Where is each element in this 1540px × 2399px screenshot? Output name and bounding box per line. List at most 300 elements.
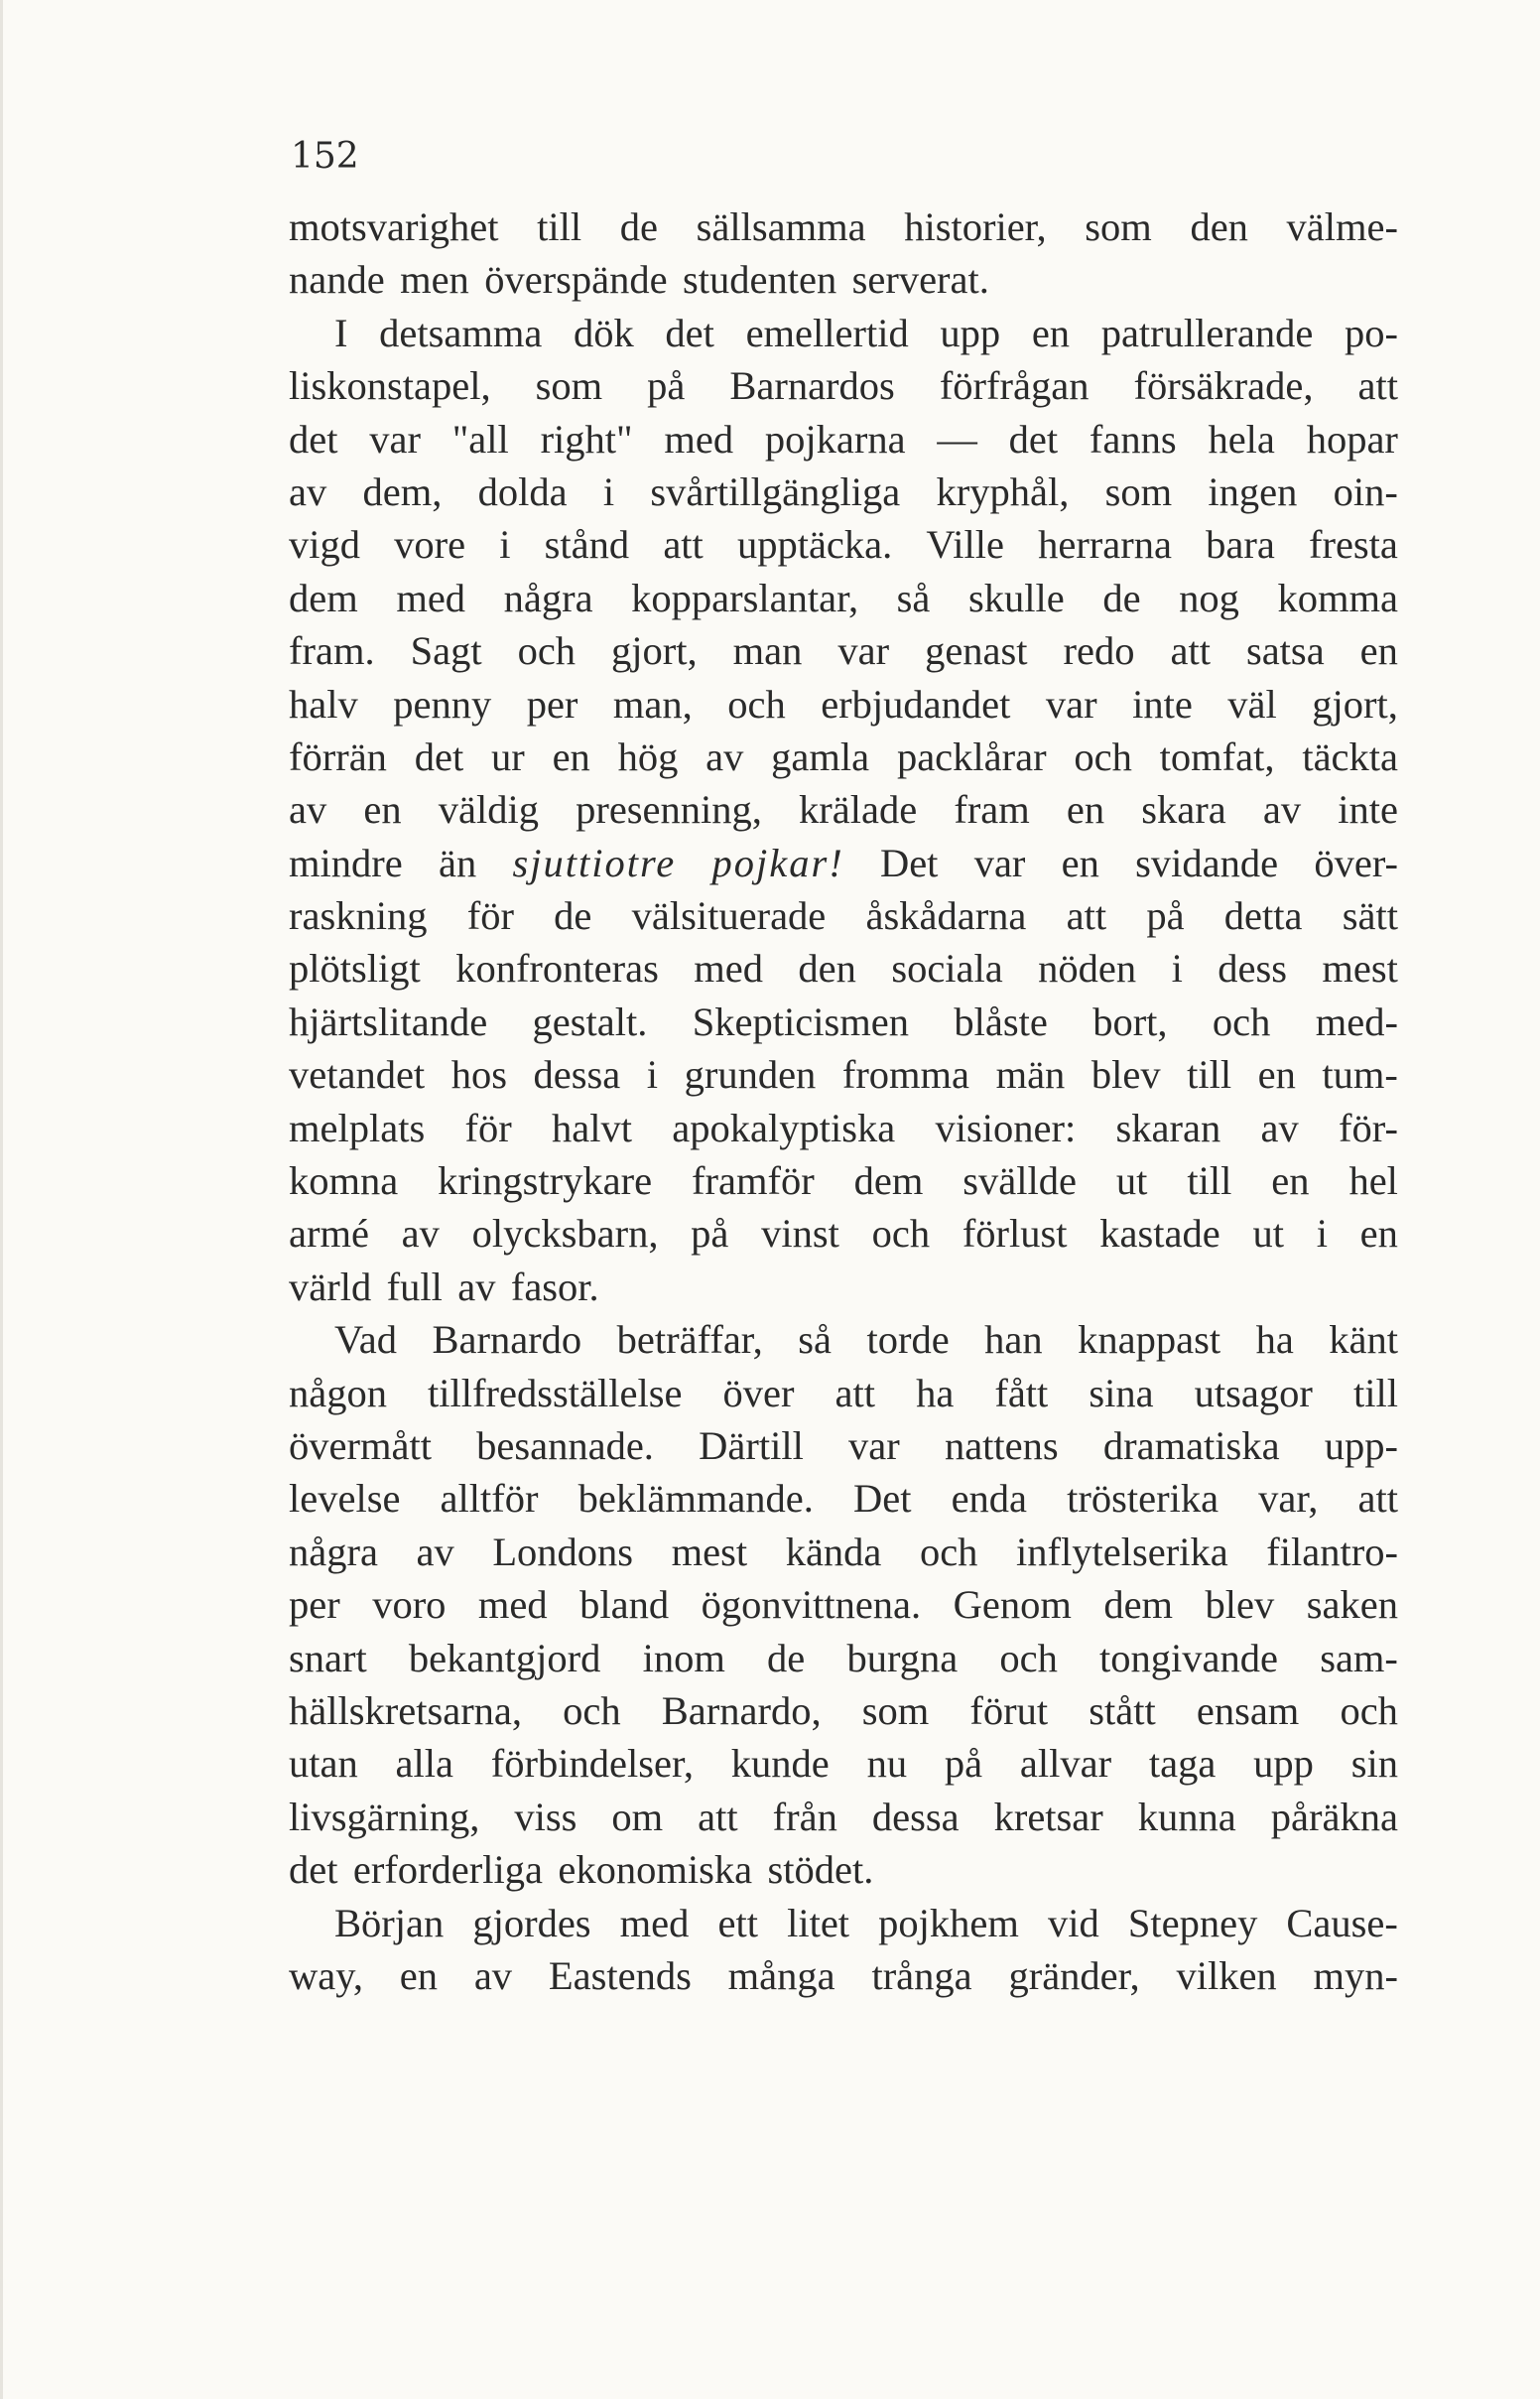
text-line	[289, 307, 1398, 359]
word: sociala	[891, 946, 1003, 992]
word: utsagor	[1194, 1370, 1313, 1415]
word: enda	[951, 1476, 1028, 1522]
word: men	[400, 257, 469, 303]
body-text	[289, 200, 1398, 2002]
word: voro	[372, 1582, 447, 1628]
word: trånga	[871, 1952, 972, 1998]
word: plötsligt	[289, 946, 421, 992]
word: en	[1359, 628, 1398, 674]
word: välsituerade	[631, 893, 827, 939]
word: med	[619, 1900, 690, 1945]
word: vinst	[761, 1211, 839, 1257]
word: upp	[1253, 1741, 1314, 1787]
word: sam-	[1320, 1635, 1398, 1680]
word: män	[995, 1052, 1066, 1098]
word: Barnardo,	[661, 1687, 822, 1733]
word: överspände	[484, 257, 668, 303]
text-line	[289, 572, 1398, 624]
word: blåste	[954, 999, 1048, 1044]
word: sjuttiotre	[512, 840, 677, 885]
word: ut	[1252, 1211, 1284, 1257]
word: Det	[853, 1476, 912, 1522]
text-line	[289, 1419, 1398, 1472]
word: inte	[1132, 681, 1193, 727]
word: kända	[785, 1529, 882, 1574]
word: olycksbarn,	[471, 1211, 659, 1257]
word: kringstrykare	[438, 1158, 653, 1204]
word: halvt	[552, 1105, 633, 1150]
text-line	[289, 1526, 1398, 1578]
word: myn-	[1313, 1952, 1398, 1998]
word: påräkna	[1270, 1794, 1398, 1839]
word: skulle	[967, 575, 1065, 620]
word: om	[611, 1794, 664, 1839]
word: sina	[1089, 1370, 1154, 1415]
word: komna	[289, 1158, 399, 1204]
word: alla	[395, 1741, 453, 1787]
word: förfrågan	[939, 363, 1090, 409]
word: fromma	[841, 1052, 970, 1098]
word: right"	[540, 416, 633, 462]
word: av	[416, 1529, 454, 1574]
word: tongivande	[1099, 1635, 1278, 1680]
word: bland	[579, 1582, 670, 1628]
word: i	[1171, 946, 1183, 992]
word: ut	[1115, 1158, 1148, 1204]
word: —	[937, 416, 977, 462]
word: i	[499, 522, 511, 568]
word: taga	[1148, 1741, 1217, 1787]
word: och	[517, 628, 577, 674]
word: dess	[1218, 946, 1287, 992]
word: inte	[1338, 787, 1398, 833]
word: ögonvittnena.	[701, 1582, 922, 1628]
word: viss	[514, 1794, 578, 1839]
word: Eastends	[548, 1952, 692, 1998]
word: apokalyptiska	[672, 1105, 896, 1150]
word: många	[727, 1952, 835, 1998]
word: vid	[1047, 1900, 1099, 1945]
word: kryphål,	[936, 468, 1070, 514]
text-line	[289, 466, 1398, 518]
word: halv	[289, 681, 358, 727]
word: några	[289, 1529, 378, 1574]
word: dem	[289, 575, 358, 620]
word: Londons	[492, 1529, 634, 1574]
word: man	[732, 628, 803, 674]
word: av	[289, 468, 327, 514]
text-line	[289, 1897, 1398, 1949]
word: liskonstapel,	[289, 363, 491, 409]
word: upptäcka.	[736, 522, 893, 568]
text-line	[289, 200, 1398, 253]
word: gjordes	[472, 1900, 591, 1945]
word: ingen	[1208, 468, 1298, 514]
word: gjort,	[611, 628, 698, 674]
text-line	[289, 359, 1398, 412]
text-line	[289, 1367, 1398, 1419]
word: en	[363, 787, 402, 833]
text-line	[289, 1737, 1398, 1790]
word: att	[834, 1370, 876, 1415]
word: svidande	[1135, 840, 1279, 885]
word: att	[1066, 893, 1107, 939]
word: ensam	[1196, 1687, 1300, 1733]
word: de	[767, 1635, 806, 1680]
word: tillfredsställelse	[428, 1370, 683, 1415]
word: hos	[450, 1052, 507, 1098]
word: den	[1190, 204, 1248, 249]
word: dem	[1103, 1582, 1174, 1628]
word: några	[503, 575, 593, 620]
word: torde	[866, 1317, 950, 1363]
word: man,	[612, 681, 693, 727]
word: i	[602, 468, 615, 514]
word: att	[663, 522, 704, 568]
word: i	[646, 1052, 659, 1098]
text-line	[289, 783, 1398, 836]
word: den	[798, 946, 856, 992]
word: sätt	[1342, 893, 1398, 939]
word: täckta	[1302, 733, 1398, 779]
word: på	[647, 363, 686, 409]
word: upp	[940, 310, 1001, 355]
word: emellertid	[745, 310, 909, 355]
word: ha	[916, 1370, 955, 1415]
word: övermått	[289, 1422, 432, 1468]
word: och	[1212, 999, 1271, 1044]
word: Det	[879, 840, 939, 885]
text-line	[289, 1949, 1398, 2002]
text-line	[289, 624, 1398, 677]
word: Skepticismen	[692, 999, 909, 1044]
word: vore	[394, 522, 466, 568]
text-line	[289, 1472, 1398, 1525]
text-line	[289, 1154, 1398, 1207]
word: skaran	[1115, 1105, 1221, 1150]
word: dem	[853, 1158, 924, 1204]
word: raskning	[289, 893, 428, 939]
word: en	[1271, 1158, 1310, 1204]
word: vilken	[1176, 1952, 1277, 1998]
word: han	[984, 1317, 1043, 1363]
word: och	[563, 1687, 621, 1733]
word: någon	[289, 1370, 387, 1415]
word: inom	[642, 1635, 725, 1680]
word: på	[1146, 893, 1185, 939]
word: gestalt.	[532, 999, 648, 1044]
word: gjort,	[1312, 681, 1398, 727]
word: fasor.	[510, 1264, 599, 1309]
word: allvar	[1019, 1741, 1112, 1787]
word: med	[694, 946, 764, 992]
word: en	[399, 1952, 439, 1998]
text-line	[289, 1578, 1398, 1631]
word: oin-	[1333, 468, 1398, 514]
word: vigd	[289, 522, 361, 568]
word: som	[861, 1687, 930, 1733]
word: ur	[491, 733, 525, 779]
word: trösterika	[1067, 1476, 1219, 1522]
word: nande	[289, 257, 385, 303]
text-line	[289, 678, 1398, 731]
text-line	[289, 942, 1398, 995]
word: pojkarna	[764, 416, 906, 462]
word: Sagt	[410, 628, 482, 674]
word: tomfat,	[1159, 733, 1275, 779]
word: pojkar!	[711, 840, 844, 885]
word: känt	[1329, 1317, 1398, 1363]
word: att	[1357, 1476, 1398, 1522]
word: stödet.	[767, 1847, 874, 1893]
word: fått	[994, 1370, 1049, 1415]
word: sin	[1350, 1741, 1398, 1787]
word: gamla	[771, 733, 870, 779]
word: "all	[451, 416, 509, 462]
word: nattens	[944, 1422, 1059, 1468]
word: nu	[866, 1741, 908, 1787]
word: för	[464, 1105, 512, 1150]
word: så	[798, 1317, 833, 1363]
word: bort,	[1092, 999, 1168, 1044]
word: utan	[289, 1741, 358, 1787]
word: dök	[574, 310, 634, 355]
word: erforderliga	[352, 1847, 543, 1893]
word: en	[1257, 1052, 1296, 1098]
word: hel	[1348, 1158, 1398, 1204]
text-line	[289, 1632, 1398, 1684]
word: till	[1352, 1370, 1398, 1415]
text-line	[289, 1313, 1398, 1366]
word: redo	[1063, 628, 1135, 674]
word: med	[396, 575, 466, 620]
word: framför	[692, 1158, 815, 1204]
text-line	[289, 1791, 1398, 1843]
word: på	[944, 1741, 983, 1787]
word: åskådarna	[865, 893, 1027, 939]
word: Därtill	[699, 1422, 804, 1468]
word: inflytelserika	[1016, 1529, 1228, 1574]
word: var	[1045, 681, 1097, 727]
word: värld	[289, 1264, 372, 1309]
word: tum-	[1322, 1052, 1398, 1098]
word: av	[706, 733, 744, 779]
word: välme-	[1286, 204, 1398, 249]
word: var	[837, 628, 890, 674]
word: av	[473, 1952, 513, 1998]
word: till	[1187, 1158, 1232, 1204]
word: full	[386, 1264, 443, 1309]
word: satsa	[1245, 628, 1325, 674]
word: och	[999, 1635, 1058, 1680]
text-line	[289, 518, 1398, 571]
word: serverat.	[851, 257, 989, 303]
word: snart	[289, 1635, 367, 1680]
word: dessa	[533, 1052, 621, 1098]
word: fresta	[1308, 522, 1398, 568]
word: nöden	[1038, 946, 1137, 992]
word: beträffar,	[616, 1317, 763, 1363]
word: av	[1262, 787, 1302, 833]
word: Barnardo	[432, 1317, 582, 1363]
word: sällsamma	[696, 204, 866, 249]
word: Genom	[953, 1582, 1072, 1628]
word: förbindelser,	[490, 1741, 694, 1787]
word: gränder,	[1008, 1952, 1140, 1998]
word: att	[1357, 363, 1398, 409]
word: kretsar	[993, 1794, 1103, 1839]
word: var,	[1258, 1476, 1319, 1522]
word: det	[289, 1847, 338, 1893]
word: de	[554, 893, 592, 939]
word: var	[973, 840, 1026, 885]
word: hög	[617, 733, 679, 779]
word: väl	[1227, 681, 1277, 727]
word: mindre	[289, 840, 403, 885]
word: genast	[925, 628, 1028, 674]
word: herrarna	[1038, 522, 1172, 568]
text-line	[289, 837, 1398, 889]
word: beklämmande.	[578, 1476, 814, 1522]
text-line	[289, 1102, 1398, 1154]
word: Vad	[334, 1317, 397, 1363]
word: patrullerande	[1100, 310, 1314, 355]
word: en	[552, 733, 590, 779]
text-line	[289, 253, 1398, 306]
word: var	[369, 416, 421, 462]
word: per	[289, 1582, 340, 1628]
word: pojkhem	[878, 1900, 1019, 1945]
word: per	[526, 681, 578, 727]
word: dessa	[871, 1794, 960, 1839]
word: erbjudandet	[821, 681, 1011, 727]
word: livsgärning,	[289, 1794, 480, 1839]
text-line	[289, 1843, 1398, 1896]
word: till	[537, 204, 582, 249]
word: presenning,	[576, 787, 762, 833]
word: och	[727, 681, 786, 727]
word: fram	[954, 787, 1030, 833]
word: och	[1340, 1687, 1398, 1733]
word: som	[1085, 204, 1152, 249]
word: blev	[1205, 1582, 1275, 1628]
word: knappast	[1078, 1317, 1221, 1363]
word: komma	[1277, 575, 1398, 620]
word: det	[1008, 416, 1059, 462]
word: burgna	[846, 1635, 959, 1680]
word: hjärtslitande	[289, 999, 488, 1044]
word: så	[896, 575, 931, 620]
word: som	[535, 363, 603, 409]
word: motsvarighet	[289, 204, 499, 249]
word: alltför	[440, 1476, 539, 1522]
word: blev	[1091, 1052, 1161, 1098]
word: var	[848, 1422, 900, 1468]
page-number: 152	[291, 136, 359, 177]
word: detta	[1223, 893, 1303, 939]
word: över-	[1314, 840, 1398, 885]
word: visioner:	[935, 1105, 1077, 1150]
word: historier,	[904, 204, 1047, 249]
word: saken	[1306, 1582, 1398, 1628]
word: mest	[671, 1529, 748, 1574]
word: dolda	[477, 468, 568, 514]
word: ha	[1255, 1317, 1294, 1363]
word: grunden	[684, 1052, 817, 1098]
word: Cause-	[1286, 1900, 1398, 1945]
word: av	[1260, 1105, 1299, 1150]
word: kunna	[1137, 1794, 1236, 1839]
word: vetandet	[289, 1052, 426, 1098]
word: po-	[1345, 310, 1398, 355]
word: fram.	[289, 628, 375, 674]
word: det	[289, 416, 338, 462]
word: skara	[1141, 787, 1226, 833]
word: bekantgjord	[408, 1635, 601, 1680]
word: filantro-	[1266, 1529, 1398, 1574]
word: dem,	[362, 468, 443, 514]
word: studenten	[683, 257, 837, 303]
word: upp-	[1324, 1422, 1398, 1468]
word: mest	[1322, 946, 1398, 992]
word: Barnardos	[729, 363, 895, 409]
word: till	[1187, 1052, 1232, 1098]
word: dramatiska	[1102, 1422, 1280, 1468]
word: över	[722, 1370, 795, 1415]
word: stått	[1089, 1687, 1156, 1733]
text-line	[289, 1048, 1398, 1101]
word: i	[1316, 1211, 1328, 1257]
word: besannade.	[476, 1422, 654, 1468]
word: nog	[1179, 575, 1239, 620]
word: som	[1104, 468, 1173, 514]
word: svårtillgängliga	[650, 468, 901, 514]
word: det	[665, 310, 714, 355]
word: penny	[393, 681, 492, 727]
word: packlårar	[896, 733, 1047, 779]
word: melplats	[289, 1105, 426, 1150]
word: armé	[289, 1211, 369, 1257]
word: och	[1074, 733, 1132, 779]
word: stånd	[544, 522, 630, 568]
word: en	[1031, 310, 1071, 355]
word: en	[1061, 840, 1099, 885]
word: försäkrade,	[1133, 363, 1314, 409]
word: kastade	[1099, 1211, 1220, 1257]
word: att	[698, 1794, 738, 1839]
word: med	[664, 416, 734, 462]
text-line	[289, 889, 1398, 942]
word: fanns	[1089, 416, 1177, 462]
word: det	[414, 733, 464, 779]
word: förut	[969, 1687, 1049, 1733]
word: ekonomiska	[558, 1847, 753, 1893]
word: hela	[1208, 416, 1275, 462]
word: kunde	[730, 1741, 830, 1787]
word: de	[1102, 575, 1141, 620]
word: på	[691, 1211, 729, 1257]
word: än	[438, 840, 477, 885]
word: way,	[289, 1952, 363, 1998]
word: väldig	[438, 787, 539, 833]
text-line	[289, 1207, 1398, 1260]
text-line	[289, 996, 1398, 1048]
word: bara	[1206, 522, 1275, 568]
word: ett	[717, 1900, 758, 1945]
word: Ville	[926, 522, 1004, 568]
word: och	[871, 1211, 931, 1257]
text-line	[289, 1261, 1398, 1313]
